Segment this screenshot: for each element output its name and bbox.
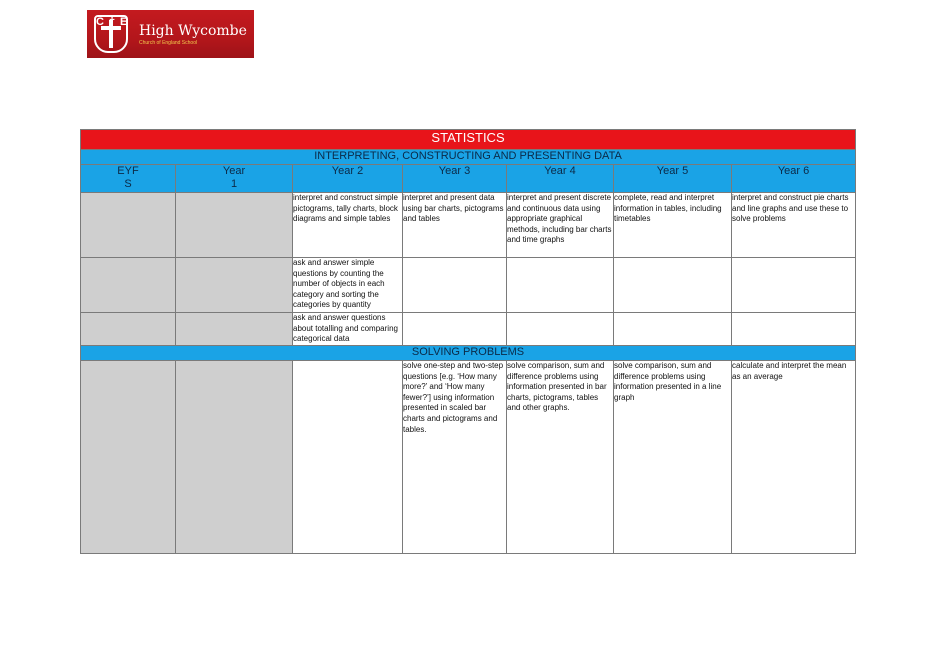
column-header-year1: Year 1 (176, 165, 293, 193)
year2-cell: interpret and construct simple pictograms, tally charts, block diagrams and simple tables (293, 193, 403, 258)
column-header-eyfs: EYF S (81, 165, 176, 193)
year6-cell: interpret and construct pie charts and line graphs and use these to solve problems (732, 193, 856, 258)
eyfs-cell (81, 193, 176, 258)
year5-cell (614, 258, 732, 313)
year3-cell (403, 258, 507, 313)
year5-cell (614, 313, 732, 346)
year6-cell (732, 258, 856, 313)
eyfs-cell (81, 361, 176, 554)
school-subtitle: Church of England School (139, 39, 198, 46)
column-header-year3: Year 3 (403, 165, 507, 193)
statistics-table (80, 129, 856, 554)
crest-icon (93, 15, 133, 53)
column-header-year4: Year 4 (507, 165, 614, 193)
year3-cell: solve one-step and two-step questions [e.g. ‘How many more?’ and ‘How many fewer?’] using information presented in scaled bar charts and pictograms and tables. (403, 361, 507, 554)
school-logo (87, 10, 254, 58)
year2-cell: ask and answer simple questions by counting the number of objects in each category and sorting the categories by quantity (293, 258, 403, 313)
year4-cell (507, 313, 614, 346)
year1-cell (176, 361, 293, 554)
year3-cell (403, 313, 507, 346)
year6-cell: calculate and interpret the mean as an average (732, 361, 856, 554)
eyfs-cell (81, 313, 176, 346)
year5-cell: complete, read and interpret information in tables, including timetables (614, 193, 732, 258)
table-row (81, 193, 856, 258)
year6-cell (732, 313, 856, 346)
year4-cell: solve comparison, sum and difference problems using information presented in bar charts, pictograms, tables and other graphs. (507, 361, 614, 554)
year2-cell: ask and answer questions about totalling and comparing categorical data (293, 313, 403, 346)
year1-cell (176, 313, 293, 346)
section-heading: SOLVING PROBLEMS (81, 346, 856, 361)
table-row (81, 313, 856, 346)
eyfs-cell (81, 258, 176, 313)
year3-cell: interpret and present data using bar charts, pictograms and tables (403, 193, 507, 258)
section-heading: INTERPRETING, CONSTRUCTING AND PRESENTING DATA (81, 150, 856, 165)
year1-cell (176, 258, 293, 313)
column-header-year5: Year 5 (614, 165, 732, 193)
year4-cell (507, 258, 614, 313)
column-header-year6: Year 6 (732, 165, 856, 193)
year5-cell: solve comparison, sum and difference problems using information presented in a line graph (614, 361, 732, 554)
year4-cell: interpret and present discrete and continuous data using appropriate graphical methods, including bar charts and time graphs (507, 193, 614, 258)
table-row (81, 258, 856, 313)
year2-cell (293, 361, 403, 554)
crest-letters: C†E (96, 16, 133, 28)
table-row (81, 361, 856, 554)
column-header-year2: Year 2 (293, 165, 403, 193)
year1-cell (176, 193, 293, 258)
school-name: High Wycombe (139, 22, 247, 39)
table-title: STATISTICS (81, 130, 856, 150)
